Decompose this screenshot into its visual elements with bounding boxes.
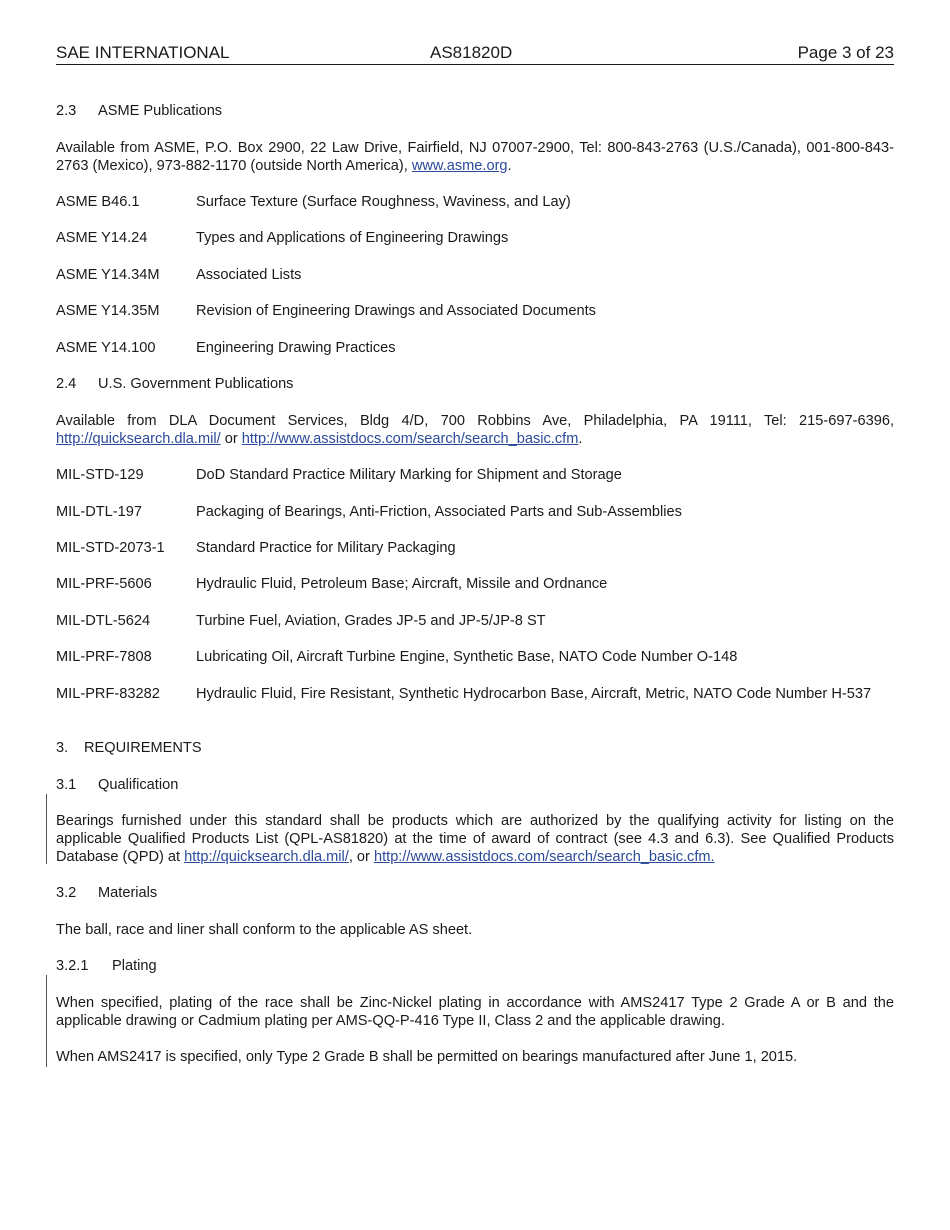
page-header bbox=[56, 44, 894, 65]
quicksearch-link[interactable]: http://quicksearch.dla.mil/ bbox=[56, 431, 221, 447]
reference-title: Lubricating Oil, Aircraft Turbine Engine, Synthetic Base, NATO Code Number O-148 bbox=[196, 649, 738, 665]
dla-links-line bbox=[56, 430, 894, 448]
reference-title: Engineering Drawing Practices bbox=[196, 340, 396, 356]
plating-text: When AMS2417 is specified, only Type 2 Grade B shall be permitted on bearings manufactured after June 1, 2015. bbox=[56, 1049, 798, 1065]
reference-code: ASME Y14.100 bbox=[56, 340, 156, 356]
reference-title: Associated Lists bbox=[196, 267, 302, 283]
plating-paragraph-2 bbox=[56, 1048, 894, 1066]
reference-title: Types and Applications of Engineering Drawings bbox=[196, 230, 509, 246]
assistdocs-link[interactable]: http://www.assistdocs.com/search/search_basic.cfm. bbox=[373, 849, 715, 865]
materials-paragraph bbox=[56, 921, 894, 939]
section-number: 3.2.1 bbox=[56, 958, 89, 974]
section-3-2-1-heading bbox=[56, 957, 894, 975]
reference-code: MIL-PRF-7808 bbox=[56, 649, 152, 665]
section-number: 3. bbox=[56, 740, 69, 756]
section-3-1-heading bbox=[56, 776, 894, 794]
reference-code: ASME Y14.35M bbox=[56, 303, 160, 319]
section-number: 3.2 bbox=[56, 885, 77, 901]
section-title: Qualification bbox=[98, 777, 179, 793]
section-title: REQUIREMENTS bbox=[84, 740, 202, 756]
reference-title: Surface Texture (Surface Roughness, Waviness, and Lay) bbox=[196, 194, 571, 210]
punctuation: . bbox=[507, 158, 512, 174]
section-title: ASME Publications bbox=[98, 103, 223, 119]
reference-code: MIL-PRF-5606 bbox=[56, 576, 152, 592]
reference-title: Hydraulic Fluid, Petroleum Base; Aircraft, Missile and Ordnance bbox=[196, 576, 608, 592]
section-title: Plating bbox=[112, 958, 157, 974]
qualification-paragraph bbox=[56, 812, 894, 866]
section-2-3-heading bbox=[56, 102, 894, 120]
or-text: , or bbox=[348, 849, 374, 865]
plating-paragraph-1 bbox=[56, 994, 894, 1030]
header-page-number: Page 3 of 23 bbox=[797, 43, 894, 62]
reference-title: Standard Practice for Military Packaging bbox=[196, 540, 456, 556]
plating-text: When specified, plating of the race shall be Zinc-Nickel plating in accordance with AMS2417 Type 2 Grade A or B and the applicable drawing or Cadmium plating per AMS-QQ-P-416 Type II, Class 2 and the applicable drawing. bbox=[56, 995, 894, 1029]
section-title: U.S. Government Publications bbox=[98, 376, 294, 392]
materials-text: The ball, race and liner shall conform to the applicable AS sheet. bbox=[56, 922, 473, 938]
assistdocs-link[interactable]: http://www.assistdocs.com/search/search_basic.cfm bbox=[241, 431, 579, 447]
section-number: 2.4 bbox=[56, 376, 77, 392]
punctuation: . bbox=[578, 431, 583, 447]
section-3-heading bbox=[56, 739, 894, 757]
change-bar-qualification bbox=[46, 794, 47, 864]
reference-title: Revision of Engineering Drawings and Associated Documents bbox=[196, 303, 596, 319]
section-2-4-heading bbox=[56, 375, 894, 393]
section-title: Materials bbox=[98, 885, 158, 901]
reference-code: MIL-PRF-83282 bbox=[56, 686, 160, 702]
section-number: 3.1 bbox=[56, 777, 77, 793]
quicksearch-link[interactable]: http://quicksearch.dla.mil/ bbox=[184, 849, 349, 865]
dla-availability-line bbox=[56, 412, 894, 430]
reference-code: MIL-DTL-197 bbox=[56, 504, 142, 520]
reference-code: ASME B46.1 bbox=[56, 194, 140, 210]
asme-website-link[interactable]: www.asme.org bbox=[411, 158, 508, 174]
reference-title: Hydraulic Fluid, Fire Resistant, Synthetic Hydrocarbon Base, Aircraft, Metric, NATO Code Number H-537 bbox=[196, 686, 872, 702]
or-text: or bbox=[220, 431, 242, 447]
header-document-number: AS81820D bbox=[430, 43, 513, 62]
dla-availability-text: Available from DLA Document Services, Bldg 4/D, 700 Robbins Ave, Philadelphia, PA 19111, Tel: 215-697-6396, bbox=[56, 413, 894, 429]
reference-title: DoD Standard Practice Military Marking for Shipment and Storage bbox=[196, 467, 622, 483]
reference-code: MIL-STD-2073-1 bbox=[56, 540, 165, 556]
reference-title: Turbine Fuel, Aviation, Grades JP-5 and JP-5/JP-8 ST bbox=[196, 613, 546, 629]
asme-availability-paragraph bbox=[56, 139, 894, 175]
header-organization: SAE INTERNATIONAL bbox=[56, 43, 230, 62]
change-bar-plating bbox=[46, 975, 47, 1067]
reference-code: MIL-STD-129 bbox=[56, 467, 144, 483]
reference-code: ASME Y14.24 bbox=[56, 230, 148, 246]
asme-availability-text: Available from ASME, P.O. Box 2900, 22 Law Drive, Fairfield, NJ 07007-2900, Tel: 800-843-2763 (U.S./Canada), 001-800-843-2763 (Mexico), 973-882-1170 (outside North America), bbox=[56, 140, 894, 174]
reference-title: Packaging of Bearings, Anti-Friction, Associated Parts and Sub-Assemblies bbox=[196, 504, 682, 520]
section-number: 2.3 bbox=[56, 103, 77, 119]
section-3-2-heading bbox=[56, 884, 894, 902]
reference-code: ASME Y14.34M bbox=[56, 267, 160, 283]
qualification-text: Bearings furnished under this standard shall be products which are authorized by the qualifying activity for listing on the applicable Qualified Products List (QPL-AS81820) at the time of award of contract (see 4.3 and 6.3). See Qualified Products Database (QPD) at bbox=[56, 813, 894, 865]
reference-code: MIL-DTL-5624 bbox=[56, 613, 151, 629]
